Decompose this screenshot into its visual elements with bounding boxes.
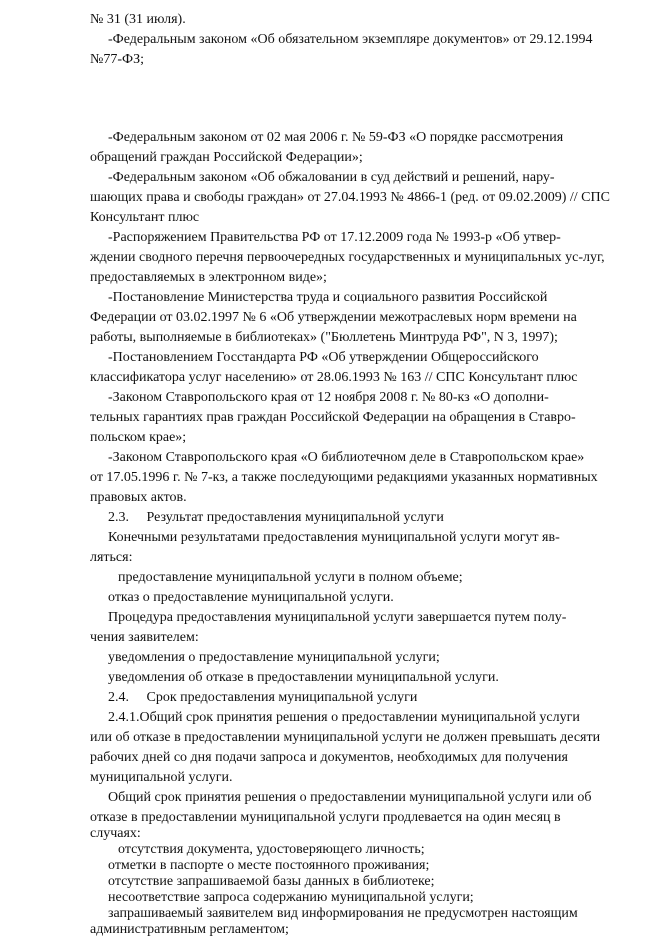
text-line: чения заявителем: xyxy=(90,630,199,645)
text-line: польском крае»; xyxy=(90,430,187,445)
text-line: от 17.05.1996 г. № 7-кз, а также последующими редакциями указанных нормативных xyxy=(90,470,598,485)
text-line: работы, выполняемые в библиотеках» ("Бюллетень Минтруда РФ", N 3, 1997); xyxy=(90,330,558,345)
text-line: шающих права и свободы граждан» от 27.04.1993 № 4866-1 (ред. от 09.02.2009) // СПС xyxy=(90,190,610,205)
text-line: отказе в предоставлении муниципальной услуги продлевается на один месяц в xyxy=(90,810,561,825)
text-line: правовых актов. xyxy=(90,490,187,505)
text-line: отсутствие запрашиваемой базы данных в библиотеке; xyxy=(108,874,435,889)
text-line: Федерации от 03.02.1997 № 6 «Об утверждении межотраслевых норм времени на xyxy=(90,310,577,325)
text-line: -Федеральным законом от 02 мая 2006 г. № 59-ФЗ «О порядке рассмотрения xyxy=(108,130,564,145)
text-line: отсутствия документа, удостоверяющего личность; xyxy=(118,842,425,857)
text-line: -Федеральным законом «Об обязательном экземпляре документов» от 29.12.1994 xyxy=(108,32,593,47)
text-line: ляться: xyxy=(90,550,133,565)
text-line: запрашиваемый заявителем вид информирования не предусмотрен настоящим xyxy=(108,906,578,921)
text-line: №77-ФЗ; xyxy=(90,52,144,67)
text-line: Процедура предоставления муниципальной услуги завершается путем полу- xyxy=(108,610,567,625)
text-line: уведомления об отказе в предоставлении муниципальной услуги. xyxy=(108,670,499,685)
text-line: 2.4.1.Общий срок принятия решения о предоставлении муниципальной услуги xyxy=(108,710,580,725)
text-line: Конечными результатами предоставления муниципальной услуги могут яв- xyxy=(108,530,560,545)
text-line: -Постановлением Госстандарта РФ «Об утверждении Общероссийского xyxy=(108,350,539,365)
text-line: № 31 (31 июля). xyxy=(90,12,186,27)
text-line: -Законом Ставропольского края от 12 ноября 2008 г. № 80-кз «О дополни- xyxy=(108,390,549,405)
text-line: несоответствие запроса содержанию муниципальной услуги; xyxy=(108,890,474,905)
text-line: обращений граждан Российской Федерации»; xyxy=(90,150,363,165)
text-line: отметки в паспорте о месте постоянного проживания; xyxy=(108,858,430,873)
text-line: тельных гарантиях прав граждан Российской Федерации на обращения в Ставро- xyxy=(90,410,576,425)
text-line: или об отказе в предоставлении муниципальной услуги не должен превышать десяти xyxy=(90,730,601,745)
text-line: рабочих дней со дня подачи запроса и документов, необходимых для получения xyxy=(90,750,568,765)
text-line: предоставление муниципальной услуги в полном объеме; xyxy=(118,570,463,585)
section-heading: 2.4. Срок предоставления муниципальной услуги xyxy=(108,690,418,705)
text-line: классификатора услуг населению» от 28.06.1993 № 163 // СПС Консультант плюс xyxy=(90,370,578,385)
text-line: Общий срок принятия решения о предоставлении муниципальной услуги или об xyxy=(108,790,592,805)
text-line: уведомления о предоставление муниципальной услуги; xyxy=(108,650,440,665)
text-line: ждении сводного перечня первоочередных государственных и муниципальных ус-луг, xyxy=(90,250,605,265)
text-line: административным регламентом; xyxy=(90,922,289,937)
text-line: случаях: xyxy=(90,826,141,841)
text-line: -Постановление Министерства труда и социального развития Российской xyxy=(108,290,548,305)
text-line: -Распоряжением Правительства РФ от 17.12.2009 года № 1993-р «Об утвер- xyxy=(108,230,561,245)
text-line: отказ о предоставление муниципальной услуги. xyxy=(108,590,394,605)
text-line: предоставляемых в электронном виде»; xyxy=(90,270,327,285)
text-line: -Федеральным законом «Об обжаловании в суд действий и решений, нару- xyxy=(108,170,555,185)
section-heading: 2.3. Результат предоставления муниципальной услуги xyxy=(108,510,444,525)
text-line: муниципальной услуги. xyxy=(90,770,233,785)
text-line: Консультант плюс xyxy=(90,210,200,225)
text-line: -Законом Ставропольского края «О библиотечном деле в Ставропольском крае» xyxy=(108,450,585,465)
